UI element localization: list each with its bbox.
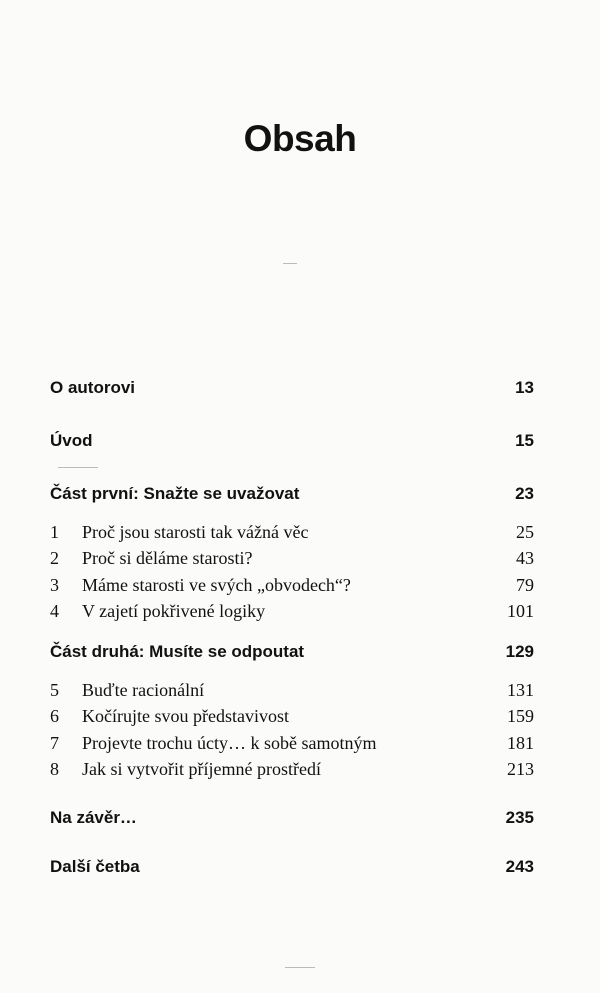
toc-entry-label: O autorovi xyxy=(50,378,136,397)
chapter-number: 8 xyxy=(50,759,59,779)
chapter-number: 7 xyxy=(50,733,59,753)
toc-chapter-8[interactable] xyxy=(50,759,534,785)
chapter-title: Projevte trochu úcty… k sobě samotným xyxy=(82,733,377,753)
toc-chapter-2[interactable] xyxy=(50,548,534,574)
chapter-title: Kočírujte svou představivost xyxy=(82,706,289,726)
scan-speck xyxy=(283,263,297,264)
scan-speck xyxy=(285,967,315,968)
toc-chapter-6[interactable] xyxy=(50,706,534,732)
chapter-title: Jak si vytvořit příjemné prostředí xyxy=(82,759,321,779)
chapter-number: 3 xyxy=(50,575,59,595)
chapter-page: 101 xyxy=(507,601,534,621)
toc-entry-page: 13 xyxy=(515,378,534,397)
toc-chapter-5[interactable] xyxy=(50,680,534,706)
chapter-number: 4 xyxy=(50,601,59,621)
toc-entry-label: Úvod xyxy=(50,431,93,450)
chapter-page: 181 xyxy=(507,733,534,753)
chapter-number: 6 xyxy=(50,706,59,726)
chapter-page: 43 xyxy=(516,548,534,568)
toc-entry-uvod[interactable] xyxy=(50,431,534,457)
scan-speck xyxy=(58,467,98,468)
toc-part-heading-2[interactable] xyxy=(50,642,534,668)
chapter-page: 131 xyxy=(507,680,534,700)
chapter-title: Proč jsou starosti tak vážná věc xyxy=(82,522,309,542)
chapter-page: 25 xyxy=(516,522,534,542)
toc-entry-page: 15 xyxy=(515,431,534,450)
toc-entry-page: 243 xyxy=(505,857,534,876)
toc-part-heading-1[interactable] xyxy=(50,484,534,510)
chapter-number: 5 xyxy=(50,680,59,700)
toc-entry-dalsi-cetba[interactable] xyxy=(50,857,534,883)
toc-entry-page: 23 xyxy=(515,484,534,503)
page-title: Obsah xyxy=(243,118,357,159)
toc-entry-o-autorovi[interactable] xyxy=(50,378,534,404)
toc-chapter-4[interactable] xyxy=(50,601,534,627)
toc-entry-label: Další četba xyxy=(50,857,140,876)
chapter-title: Proč si děláme starosti? xyxy=(82,548,253,568)
toc-chapter-1[interactable] xyxy=(50,522,534,548)
toc-entry-label: Na závěr… xyxy=(50,808,137,827)
chapter-page: 159 xyxy=(507,706,534,726)
chapter-number: 1 xyxy=(50,522,59,542)
toc-entry-page: 235 xyxy=(505,808,534,827)
toc-entry-label: Část druhá: Musíte se odpoutat xyxy=(50,642,305,661)
toc-entry-na-zaver[interactable] xyxy=(50,808,534,834)
toc-entry-label: Část první: Snažte se uvažovat xyxy=(50,484,300,503)
chapter-page: 213 xyxy=(507,759,534,779)
chapter-title: Buďte racionální xyxy=(82,680,205,700)
chapter-title: V zajetí pokřivené logiky xyxy=(82,601,266,621)
toc-chapter-3[interactable] xyxy=(50,575,534,601)
chapter-number: 2 xyxy=(50,548,59,568)
chapter-page: 79 xyxy=(516,575,534,595)
toc-chapter-7[interactable] xyxy=(50,733,534,759)
chapter-title: Máme starosti ve svých „obvodech“? xyxy=(82,575,351,595)
toc-entry-page: 129 xyxy=(505,642,534,661)
